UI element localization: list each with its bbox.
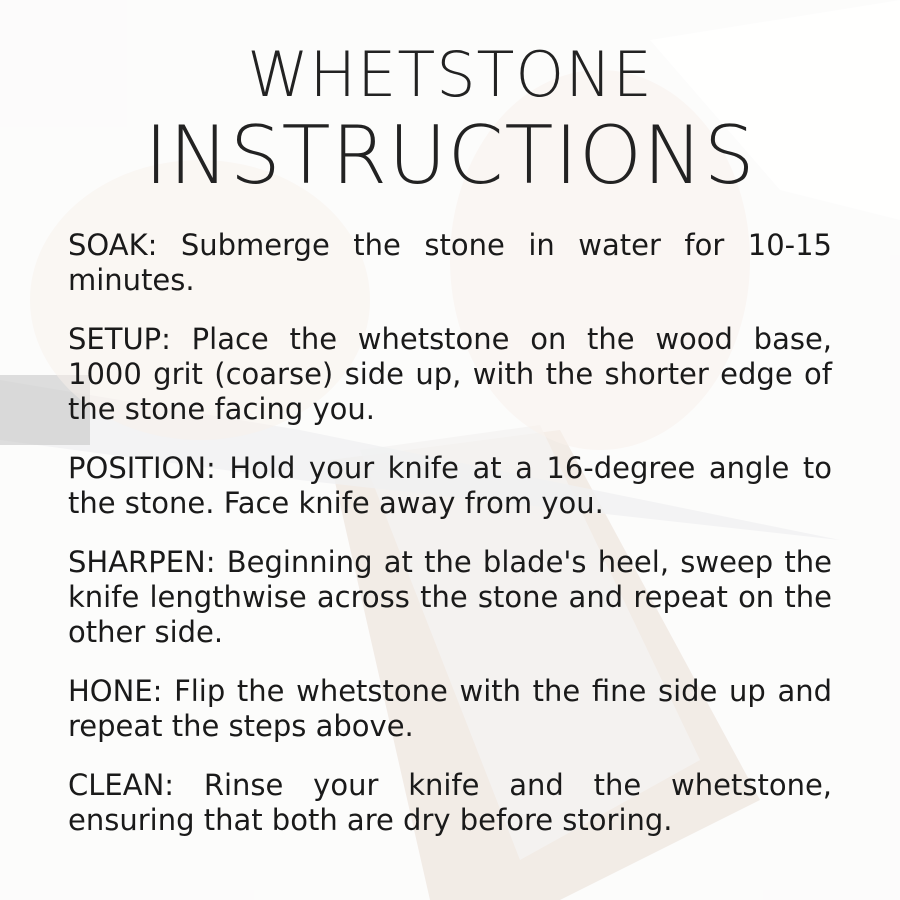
steps-list — [68, 228, 832, 862]
step-text: Rinse your knife and the whetstone, ensuring that both are dry before storing. — [68, 768, 833, 837]
step-label: SOAK: — [68, 228, 158, 262]
step-text: Place the whetstone on the wood base, 1000 grit (coarse) side up, with the shorter edge of the stone facing you. — [68, 322, 833, 426]
step-label: HONE: — [68, 674, 163, 708]
step-text: Flip the whetstone with the fine side up and repeat the steps above. — [68, 674, 833, 743]
step-sharpen — [68, 545, 832, 650]
step-text: Submerge the stone in water for 10-15 minutes. — [68, 228, 833, 297]
step-label: SHARPEN: — [68, 545, 216, 579]
step-text: Beginning at the blade's heel, sweep the knife lengthwise across the stone and repeat on the other side. — [68, 545, 833, 649]
step-soak — [68, 228, 832, 298]
step-clean — [68, 768, 832, 838]
title-line-1: WHETSTONE — [247, 38, 653, 111]
step-label: POSITION: — [68, 451, 216, 485]
step-label: SETUP: — [68, 322, 171, 356]
title-line-2: INSTRUCTIONS — [144, 109, 756, 202]
step-text: Hold your knife at a 16-degree angle to the stone. Face knife away from you. — [68, 451, 833, 520]
step-hone — [68, 674, 832, 744]
step-position — [68, 451, 832, 521]
step-label: CLEAN: — [68, 768, 175, 802]
step-setup — [68, 322, 832, 427]
